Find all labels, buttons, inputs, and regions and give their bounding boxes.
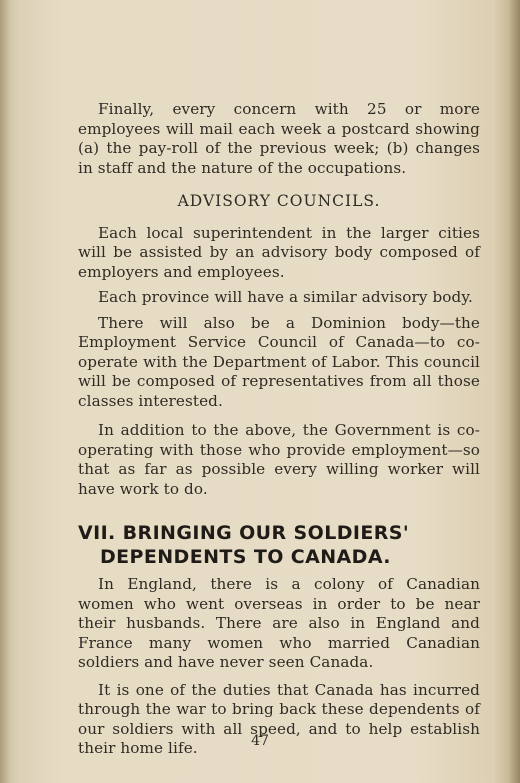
subheading-advisory-councils: ADVISORY COUNCILS. (177, 192, 381, 210)
page-number: 47 (251, 733, 269, 749)
page-left-edge-shadow (0, 0, 10, 783)
paragraph-dominion-body: There will also be a Dominion body—the Employment Service Council of Canada—to co-operate with the Department of Labor. This council will be composed of representatives from all those classes interested. (78, 313, 480, 410)
section-heading-vii: VII. BRINGING OUR SOLDIERS' DEPENDENTS TO CANADA. (78, 522, 410, 568)
paragraph-government-cooperation: In addition to the above, the Government is co-operating with those who provide employment—so that as far as possible every willing worker will have work to do. (78, 421, 480, 498)
page-right-edge-shadow (508, 0, 520, 783)
paragraph-duty-to-bring-back: It is one of the duties that Canada has incurred through the war to bring back these dependents of our soldiers with all speed, and to help establish their home life. (78, 680, 480, 757)
page-body (78, 100, 480, 759)
paragraph-local-advisory-body: Each local superintendent in the larger cities will be assisted by an advisory body composed of employers and employees. (78, 223, 480, 281)
paragraph-provincial-advisory-body: Each province will have a similar advisory body. (98, 288, 473, 306)
paragraph-colony-of-canadian-women: In England, there is a colony of Canadian women who went overseas in order to be near their husbands. There are also in England and France many women who married Canadian soldiers and have never seen Canada. (78, 575, 480, 671)
paragraph-postcard-reporting: Finally, every concern with 25 or more employees will mail each week a postcard showing (a) the pay-roll of the previous week; (b) changes in staff and the nature of the occupations. (78, 100, 480, 177)
